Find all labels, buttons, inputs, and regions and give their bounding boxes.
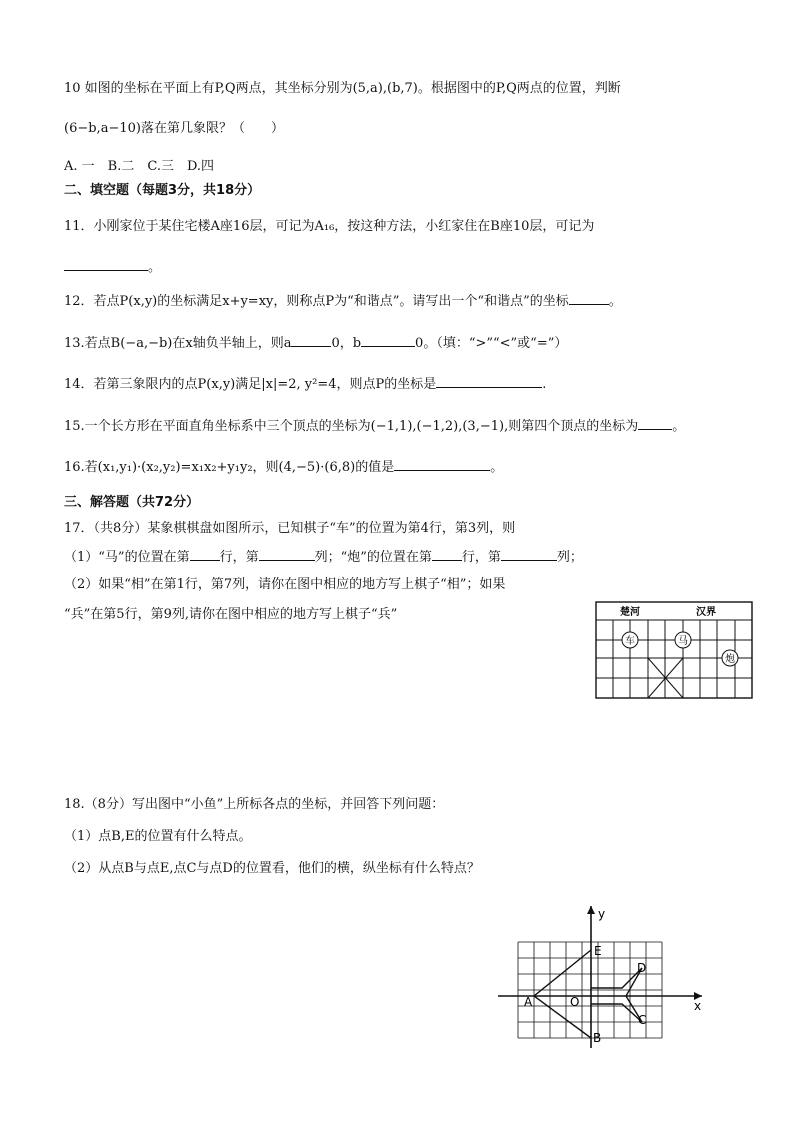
q18-part1: （1）点B,E的位置有什么特点。 <box>64 829 252 844</box>
q14 <box>64 373 546 394</box>
fish-head <box>534 950 591 1038</box>
q13-blank-a[interactable] <box>291 332 331 347</box>
q17-p1d: 行，第 <box>461 550 501 565</box>
q10-line2: (6−b,a−10)落在第几象限？（ ） <box>64 121 284 136</box>
q16 <box>64 456 503 477</box>
q12 <box>64 290 622 311</box>
q18-stem: 18.（8分）写出图中“小鱼”上所标各点的坐标，并回答下列问题： <box>64 797 445 812</box>
q15-tail: 。 <box>672 419 686 434</box>
q17-p1a: （1）“马”的位置在第 <box>64 550 190 565</box>
q17-stem: 17．（共8分）某象棋棋盘如图所示，已知棋子“车”的位置为第4行，第3列，则 <box>64 521 516 536</box>
q15 <box>64 415 685 436</box>
q16-blank[interactable] <box>394 456 490 471</box>
q15-blank[interactable] <box>638 415 672 430</box>
q13 <box>64 332 567 353</box>
q17-part2-a: （2）如果“相”在第1行，第7列，请你在图中相应的地方写上棋子“相”；如果 <box>64 577 506 592</box>
q17-part1 <box>64 546 583 567</box>
y-axis-label: y <box>598 907 606 921</box>
q17-blank-ma-col[interactable] <box>259 546 315 561</box>
river-right-label: 汉界 <box>696 607 716 618</box>
q13-suffix: 0。（填：“>”“<”或“=”） <box>415 336 568 351</box>
chess-board <box>594 600 754 700</box>
q13-prefix: 13.若点B(−a,−b)在x轴负半轴上，则a <box>64 336 292 351</box>
q17-part2-b: “兵”在第5行，第9列,请你在图中相应的地方写上棋子“兵” <box>64 607 398 622</box>
point-a-label: A <box>524 995 533 1009</box>
q11-line1: 11．小刚家位于某住宅楼A座16层，可记为A₁₆，按这种方法，小红家住在B座10层，可记为 <box>64 219 595 234</box>
q17-blank-pao-col[interactable] <box>501 546 557 561</box>
river-left-label: 楚河 <box>620 607 640 618</box>
point-b-label: B <box>593 1031 602 1045</box>
y-axis-arrow-icon <box>587 906 595 914</box>
q11-tail: 。 <box>148 260 162 275</box>
q17-p1e: 列； <box>556 550 583 565</box>
q12-text: 12．若点P(x,y)的坐标满足x+y=xy，则称点P为“和谐点”。请写出一个“和谐点”的坐标 <box>64 294 569 309</box>
q17-p1b: 行，第 <box>219 550 259 565</box>
x-axis-label: x <box>694 999 702 1013</box>
piece-pao-label: 炮 <box>725 654 735 665</box>
q10-options: A. 一 B.二 C.三 D.四 <box>64 159 215 174</box>
q13-blank-b[interactable] <box>361 332 415 347</box>
q16-text: 16.若(x₁,y₁)·(x₂,y₂)=x₁x₂+y₁y₂，则(4,−5)·(6,8)的值是 <box>64 460 395 475</box>
q14-tail: . <box>542 377 547 392</box>
q15-text: 15.一个长方形在平面直角坐标系中三个顶点的坐标为(−1,1),(−1,2),(3,−1),则第四个顶点的坐标为 <box>64 419 639 434</box>
q14-blank[interactable] <box>436 373 542 388</box>
point-d-label: D <box>637 961 647 975</box>
piece-che-label: 车 <box>625 636 635 647</box>
fish-tail-lower <box>591 1004 642 1022</box>
q12-tail: 。 <box>608 294 622 309</box>
point-e-label: E <box>594 944 602 958</box>
fish-tail-upper <box>591 968 642 988</box>
point-c-label: C <box>638 1013 647 1027</box>
q17-blank-pao-row[interactable] <box>432 546 462 561</box>
q13-mid: 0，b <box>331 336 362 351</box>
origin-label: O <box>570 995 580 1009</box>
section-2-title: 二、填空题（每题3分，共18分） <box>64 183 261 198</box>
piece-ma-label: 马 <box>678 636 688 647</box>
section-3-title: 三、解答题（共72分） <box>64 495 200 510</box>
q17-blank-ma-row[interactable] <box>190 546 220 561</box>
q14-text: 14．若第三象限内的点P(x,y)满足|x|=2, y²=4，则点P的坐标是 <box>64 377 437 392</box>
q18-part2: （2）从点B与点E,点C与点D的位置看，他们的横，纵坐标有什么特点？ <box>64 861 480 876</box>
q11-answer-line <box>64 256 161 277</box>
fish-graph <box>494 900 714 1050</box>
q16-tail: 。 <box>490 460 504 475</box>
q17-p1c: 列；“炮”的位置在第 <box>314 550 432 565</box>
q10-line1: 10 如图的坐标在平面上有P,Q两点，其坐标分别为(5,a),(b,7)。根据图中的P,Q两点的位置，判断 <box>64 81 621 96</box>
q11-blank[interactable] <box>64 256 148 271</box>
q12-blank[interactable] <box>569 290 609 305</box>
